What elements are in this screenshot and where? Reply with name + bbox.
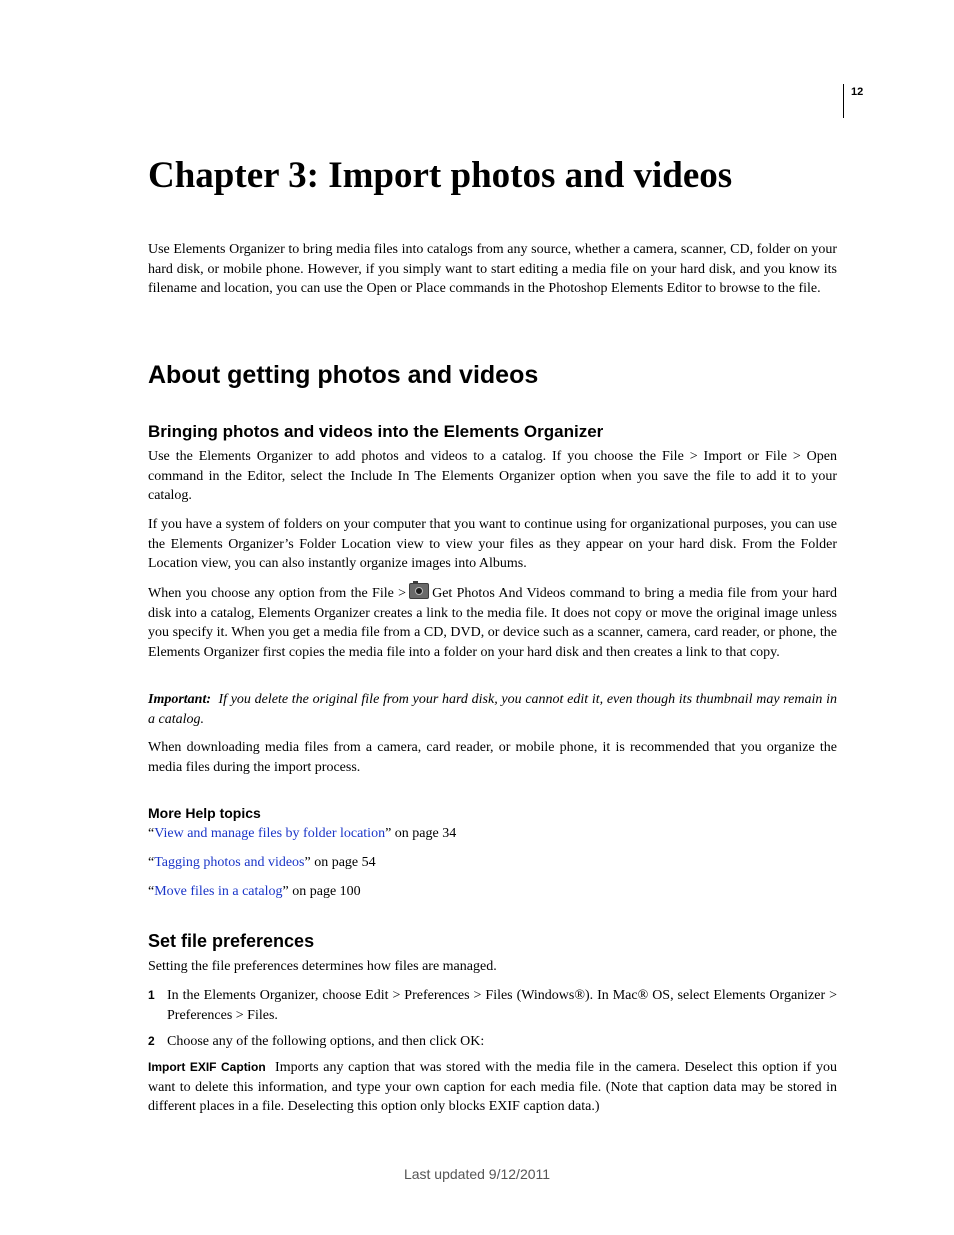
bringing-paragraph-3 <box>148 583 837 662</box>
help-link-item: “Tagging photos and videos” on page 54 <box>148 855 376 870</box>
step-item <box>148 1032 837 1052</box>
intro-paragraph: Use Elements Organizer to bring media files into catalogs from any source, whether a camera, scanner, CD, folder on your hard disk, or mobile phone. However, if you simply want to start editing a media file on your hard disk, and you know its filename and location, you can use the Open or Place commands in the Photoshop Elements Editor to browse to the file. <box>148 242 837 296</box>
step-number: 2 <box>148 1034 155 1048</box>
page-number: 12 <box>851 86 864 98</box>
help-link-item: “Move files in a catalog” on page 100 <box>148 884 361 899</box>
help-link-tagging[interactable]: Tagging photos and videos <box>154 855 305 870</box>
step-number: 1 <box>148 988 155 1002</box>
bringing-paragraph-2: If you have a system of folders on your computer that you want to continue using for organizational purposes, you can use the Elements Organizer’s Folder Location view to view your files as they appear on your hard disk. From the Folder Location view, you can also instantly organize images into Albums. <box>148 517 837 571</box>
help-link-item: “View and manage files by folder location” on page 34 <box>148 826 457 841</box>
section-heading-about: About getting photos and videos <box>148 361 539 389</box>
file-preferences-paragraph: Setting the file preferences determines how files are managed. <box>148 959 497 974</box>
paragraph-3-rest: Get Photos And Videos command to bring a media file from your hard disk into a catalog, Elements Organizer creates a link to the media file. It does not copy or move the original image unless you specify it. When you get a media file from a CD, DVD, or device such as a scanner, camera, card reader, or phone, the Elements Organizer first copies the media file into a folder on your hard disk and then creates a link to that copy. <box>148 586 837 660</box>
help-link-move-files[interactable]: Move files in a catalog <box>154 884 283 899</box>
option-import-exif-caption <box>148 1058 837 1117</box>
bringing-paragraph-4: When downloading media files from a camera, card reader, or mobile phone, it is recommended that you organize the media files during the import process. <box>148 740 837 775</box>
option-label: Import EXIF Caption <box>148 1060 266 1074</box>
option-text: Imports any caption that was stored with the media file in the camera. Deselect this option if you want to delete this information, and type your own caption for each media file. (Note that caption data may be stored in different places in a file. Deselecting this option only blocks EXIF caption data.) <box>148 1060 837 1114</box>
important-label: Important: <box>148 692 212 707</box>
page-number-rule <box>843 84 844 118</box>
important-text: If you delete the original file from your hard disk, you cannot edit it, even though its thumbnail may remain in a catalog. <box>148 692 837 727</box>
subsection-heading-file-preferences: Set file preferences <box>148 931 315 951</box>
important-note <box>148 690 837 729</box>
camera-icon <box>409 583 429 599</box>
paragraph-3-start: When you choose any option from the File > <box>148 586 407 601</box>
footer-last-updated: Last updated 9/12/2011 <box>403 1166 551 1182</box>
chapter-title: Chapter 3: Import photos and videos <box>148 155 733 196</box>
subsection-heading-bringing: Bringing photos and videos into the Elements Organizer <box>148 422 604 441</box>
step-item <box>148 986 837 1025</box>
step-text: Choose any of the following options, and then click OK: <box>167 1034 485 1049</box>
help-link-folder-location[interactable]: View and manage files by folder location <box>154 826 386 841</box>
more-help-heading: More Help topics <box>148 805 261 821</box>
bringing-paragraph-1: Use the Elements Organizer to add photos and videos to a catalog. If you choose the File > Import or File > Open command in the Editor, select the Include In The Elements Organizer option when you save the file to add it to your catalog. <box>148 449 837 503</box>
step-text: In the Elements Organizer, choose Edit > Preferences > Files (Windows®). In Mac® OS, select Elements Organizer > Preferences > Files. <box>167 988 837 1023</box>
